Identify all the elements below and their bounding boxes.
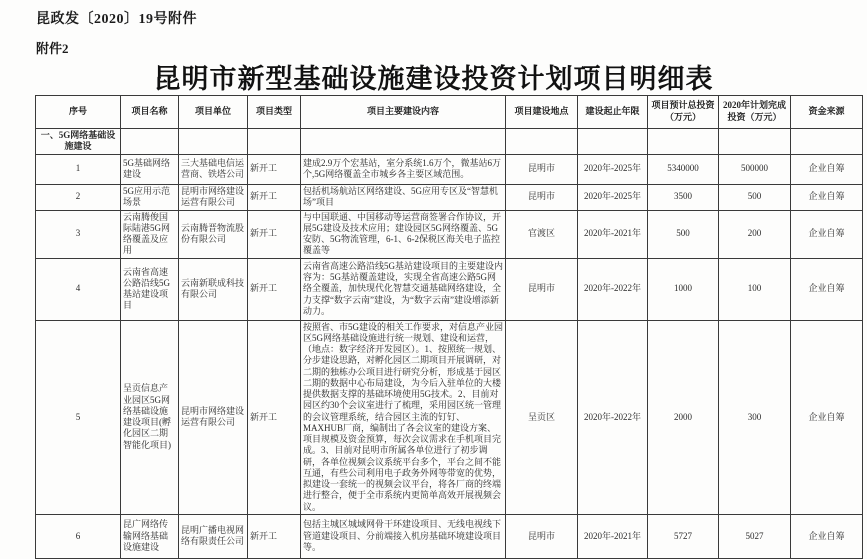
cell-period: 2020年-2025年 — [578, 154, 648, 184]
cell-project-type: 新开工 — [248, 154, 301, 184]
cell-2020-investment: 500000 — [719, 154, 791, 184]
header-content: 项目主要建设内容 — [301, 96, 506, 129]
table-header-row — [36, 96, 863, 129]
header-name: 项目名称 — [121, 96, 179, 129]
cell-fund-source: 企业自筹 — [791, 320, 863, 514]
cell-project-type: 新开工 — [248, 210, 301, 258]
cell-total-investment: 2000 — [648, 320, 719, 514]
cell-project-unit: 云南新联成科技有限公司 — [179, 258, 248, 320]
cell-2020-investment: 300 — [719, 320, 791, 514]
cell-content: 建成2.9万个宏基站，室分系统1.6万个，微基站6万个,5G网络覆盖全市城乡各主要区域范围。 — [301, 154, 506, 184]
cell-period: 2020年-2021年 — [578, 210, 648, 258]
header-total-investment: 项目预计总投资（万元） — [648, 96, 719, 129]
page-title: 昆明市新型基础设施建设投资计划项目明细表 — [153, 64, 714, 94]
header-period: 建设起止年限 — [578, 96, 648, 129]
cell-no: 5 — [36, 320, 121, 514]
cell-project-type: 新开工 — [248, 184, 301, 210]
section-row — [36, 129, 863, 155]
cell-project-type: 新开工 — [248, 258, 301, 320]
cell-location: 昆明市 — [506, 514, 578, 558]
cell-content: 云南省高速公路沿线5G基站建设项目的主要建设内容为：5G基站覆盖建设，实现全省高速公路5G网络全覆盖，加快现代化智慧交通基础网络建设，全力支撑“数字云南”建设，为“数字云南”建设增添新动力。 — [301, 258, 506, 320]
table-row — [36, 258, 863, 320]
cell-content: 包括机场航站区网络建设、5G应用专区及“智慧机场”项目 — [301, 184, 506, 210]
cell-2020-investment: 200 — [719, 210, 791, 258]
table-row — [36, 154, 863, 184]
cell-2020-investment: 5027 — [719, 514, 791, 558]
cell-project-unit: 昆明市网络建设运营有限公司 — [179, 184, 248, 210]
section-title: 一、5G网络基础设施建设 — [36, 129, 121, 155]
header-no: 序号 — [36, 96, 121, 129]
cell-no: 1 — [36, 154, 121, 184]
table-row — [36, 184, 863, 210]
cell-total-investment: 5340000 — [648, 154, 719, 184]
header-location: 项目建设地点 — [506, 96, 578, 129]
cell-project-name: 5G基础网络建设 — [121, 154, 179, 184]
projects-table — [35, 95, 863, 559]
cell-location: 官渡区 — [506, 210, 578, 258]
cell-no: 4 — [36, 258, 121, 320]
table-row — [36, 320, 863, 514]
cell-2020-investment: 500 — [719, 184, 791, 210]
header-unit: 项目单位 — [179, 96, 248, 129]
cell-no: 3 — [36, 210, 121, 258]
cell-location: 昆明市 — [506, 258, 578, 320]
cell-location: 呈贡区 — [506, 320, 578, 514]
cell-total-investment: 5727 — [648, 514, 719, 558]
cell-project-unit: 昆明广播电视网络有限责任公司 — [179, 514, 248, 558]
cell-content: 按照省、市5G建设的相关工作要求，对信息产业园区5G网络基础设施进行统一规划、建设和运营，（地点：数字经济开发园区）。1、按照统一规划、分步建设思路，对孵化园区二期项目开展调研，对二期的独栋办公项目进行研究分析，形成基于园区二期的数据中心布局建设，为今后入驻单位的大楼提供数据支撑的基础环境使用5G技术。2、目前对园区约30个会议室进行了梳理，采用园区统一管理的会议管理系统，结合园区主流的钉钉、MAXHUB厂商，编制出了各会议室的建设方案、项目规模及资金预算，每次会议需求在手机项目完成。3、目前对昆明市所属各单位进行了初步调研，各单位视频会议系统平台多个，平台之间不能互通，有些公司利用电子政务外网等带宽的优势，拟建设一套统一的视频会议平台，将各厂商的终端进行整合，便于全市系统内更简单高效开展视频会议。 — [301, 320, 506, 514]
cell-fund-source: 企业自筹 — [791, 154, 863, 184]
cell-total-investment: 3500 — [648, 184, 719, 210]
cell-no: 6 — [36, 514, 121, 558]
cell-project-name: 昆广网络传输网络基础设施建设 — [121, 514, 179, 558]
cell-total-investment: 500 — [648, 210, 719, 258]
cell-fund-source: 企业自筹 — [791, 514, 863, 558]
cell-period: 2020年-2025年 — [578, 184, 648, 210]
cell-project-unit: 云南腾晋物流股份有限公司 — [179, 210, 248, 258]
cell-period: 2020年-2022年 — [578, 258, 648, 320]
cell-period: 2020年-2022年 — [578, 320, 648, 514]
cell-project-unit: 三大基础电信运营商、铁塔公司 — [179, 154, 248, 184]
attachment-label: 附件2 — [36, 41, 69, 56]
doc-number: 昆政发〔2020〕19号附件 — [36, 12, 197, 27]
cell-fund-source: 企业自筹 — [791, 258, 863, 320]
cell-content: 包括主城区城域网骨干环建设项目、无线电视线下管道建设项目、分前端接入机房基础环境建设项目等。 — [301, 514, 506, 558]
cell-location: 昆明市 — [506, 184, 578, 210]
cell-location: 昆明市 — [506, 154, 578, 184]
cell-fund-source: 企业自筹 — [791, 184, 863, 210]
cell-content: 与中国联通、中国移动等运营商签署合作协议，开展5G建设及技术应用；建设园区5G网络覆盖、5G安防、5G物流管理，6-1、6-2保税区海关电子监控覆盖等 — [301, 210, 506, 258]
header-fund-source: 资金来源 — [791, 96, 863, 129]
cell-project-type: 新开工 — [248, 320, 301, 514]
cell-period: 2020年-2021年 — [578, 514, 648, 558]
cell-no: 2 — [36, 184, 121, 210]
cell-fund-source: 企业自筹 — [791, 210, 863, 258]
cell-project-name: 5G应用示范场景 — [121, 184, 179, 210]
table-row — [36, 514, 863, 558]
cell-2020-investment: 100 — [719, 258, 791, 320]
cell-project-unit: 昆明市网络建设运营有限公司 — [179, 320, 248, 514]
cell-project-name: 云南腾俊国际陆港5G网络覆盖及应用 — [121, 210, 179, 258]
cell-total-investment: 1000 — [648, 258, 719, 320]
cell-project-type: 新开工 — [248, 514, 301, 558]
header-2020-investment: 2020年计划完成投资（万元） — [719, 96, 791, 129]
cell-project-name: 呈贡信息产业园区5G网络基础设施建设项目(孵化园区二期智能化项目) — [121, 320, 179, 514]
cell-project-name: 云南省高速公路沿线5G基站建设项目 — [121, 258, 179, 320]
header-type: 项目类型 — [248, 96, 301, 129]
table-row — [36, 210, 863, 258]
